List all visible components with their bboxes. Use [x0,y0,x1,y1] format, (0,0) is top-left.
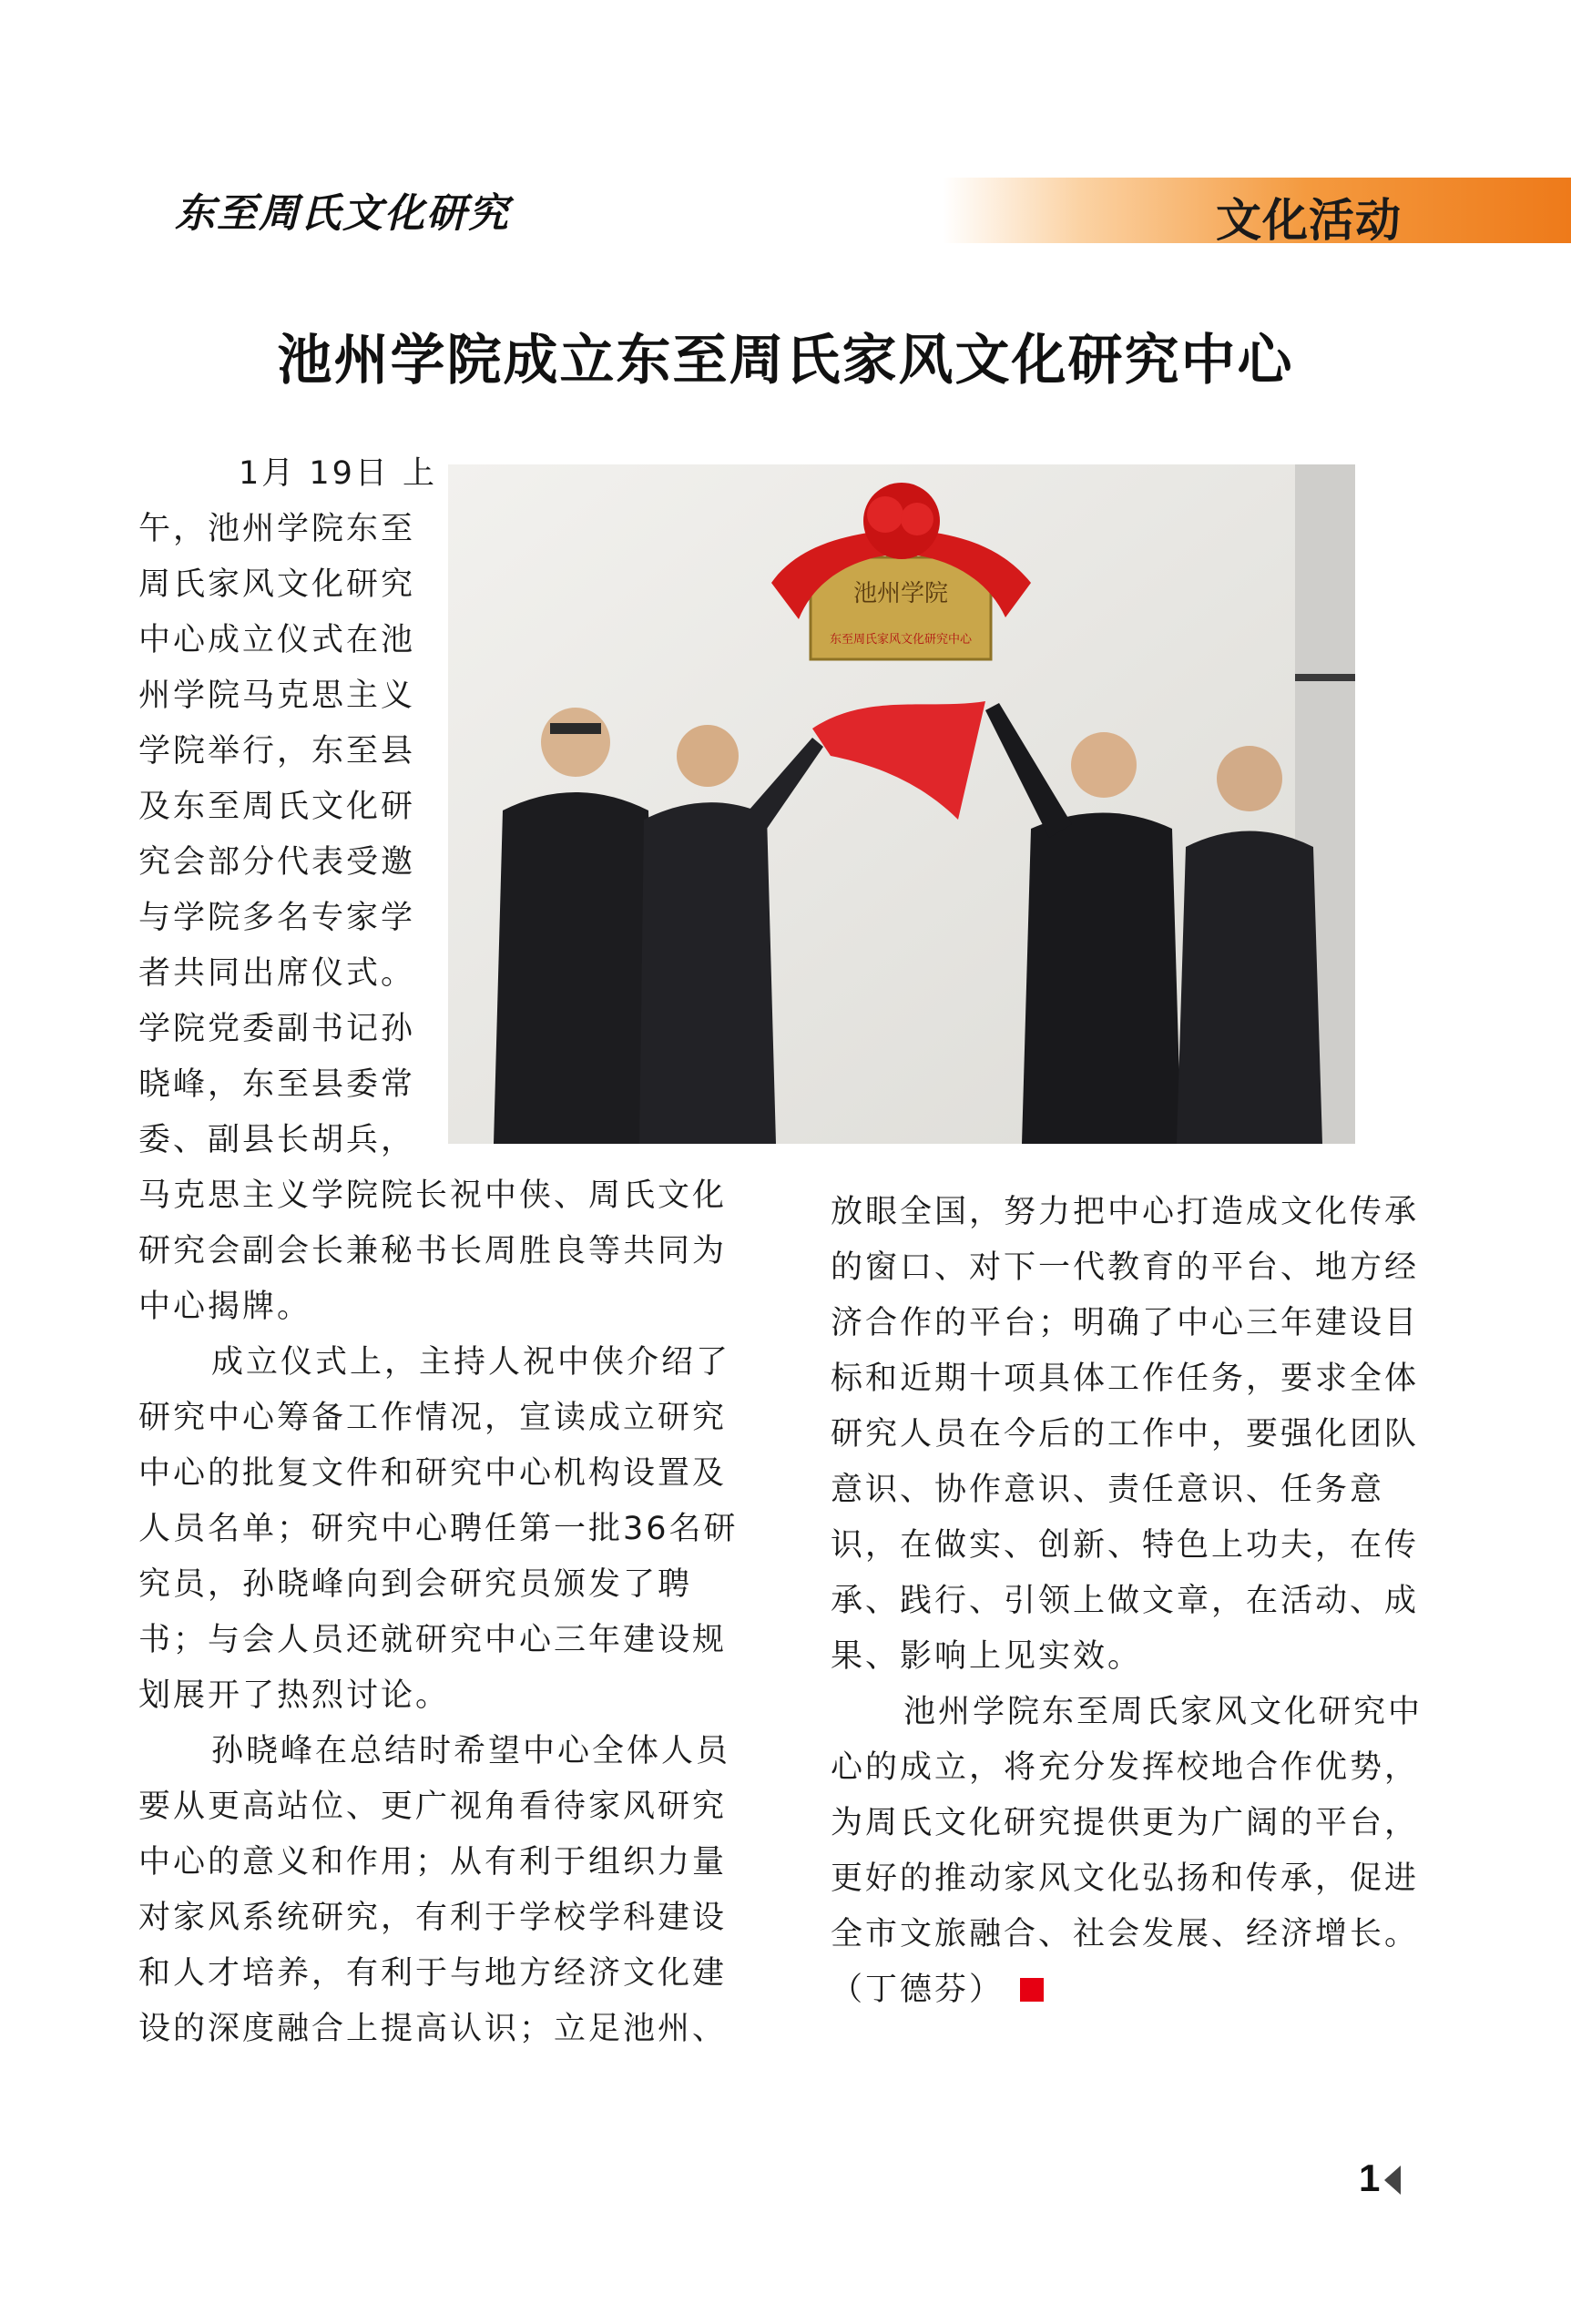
body-line: 孙晓峰在总结时希望中心全体人员 [211,1733,731,1769]
author-line [831,1970,1044,2010]
body-line: 意识、协作意识、责任意识、任务意 [831,1472,1385,1508]
body-line: 的窗口、对下一代教育的平台、地方经 [831,1249,1420,1286]
body-line: 周氏家风文化研究 [138,566,416,603]
body-line: 学院党委副书记孙 [138,1011,416,1047]
article-title: 池州学院成立东至周氏家风文化研究中心 [277,329,1294,392]
ceremony-photo [448,464,1355,1144]
body-line: 中心的批复文件和研究中心机构设置及 [138,1455,728,1492]
author-name: （丁德芬） [831,1972,1005,2008]
body-line: 池州学院东至周氏家风文化研究中 [903,1694,1423,1730]
plaque-line2: 东至周氏家风文化研究中心 [829,633,973,647]
plaque-line1: 池州学院 [852,580,949,607]
body-line: 研究人员在今后的工作中，要强化团队 [831,1416,1420,1452]
body-line: 心的成立，将充分发挥校地合作优势， [831,1749,1420,1786]
end-mark-icon [1020,1978,1044,2002]
body-line: 要从更高站位、更广视角看待家风研究 [138,1789,728,1825]
body-line: 更好的推动家风文化弘扬和传承，促进 [831,1860,1420,1897]
body-line: 晓峰，东至县委常 [138,1066,416,1103]
body-line: 究会部分代表受邀 [138,844,416,881]
body-line: 果、影响上见实效。 [831,1638,1143,1675]
body-line: 对家风系统研究，有利于学校学科建设 [138,1900,728,1936]
body-line: 委、副县长胡兵， [138,1122,416,1158]
body-line: 济合作的平台；明确了中心三年建设目 [831,1305,1420,1341]
body-line: 1月 19日 上 [239,455,438,492]
body-line: 设的深度融合上提高认识；立足池州、 [138,2011,728,2047]
body-line: 研究会副会长兼秘书长周胜良等共同为 [138,1233,728,1269]
body-line: 放眼全国，努力把中心打造成文化传承 [831,1194,1420,1230]
body-line: 标和近期十项具体工作任务，要求全体 [831,1361,1420,1397]
body-line: 划展开了热烈讨论。 [138,1677,451,1714]
body-line: 成立仪式上，主持人祝中侠介绍了 [211,1344,731,1381]
body-line: 识，在做实、创新、特色上功夫，在传 [831,1527,1420,1564]
body-line: 中心的意义和作用；从有利于组织力量 [138,1844,728,1881]
body-line: 中心成立仪式在池 [138,622,416,658]
body-line: 学院举行，东至县 [138,733,416,770]
body-line: 书；与会人员还就研究中心三年建设规 [138,1622,728,1658]
section-title: 文化活动 [1216,195,1402,246]
body-line: 承、践行、引领上做文章，在活动、成 [831,1583,1420,1619]
body-line: 及东至周氏文化研 [138,789,416,825]
page-marker-icon [1384,2166,1401,2195]
body-line: 马克思主义学院院长祝中侠、周氏文化 [138,1177,728,1214]
body-line: 人员名单；研究中心聘任第一批36名研 [138,1511,739,1547]
body-line: 中心揭牌。 [138,1289,312,1325]
body-line: 全市文旅融合、社会发展、经济增长。 [831,1916,1420,1952]
body-line: 州学院马克思主义 [138,678,416,714]
body-line: 与学院多名专家学 [138,900,416,936]
publication-name: 东至周氏文化研究 [175,190,510,237]
page-number: 1 [1359,2156,1381,2199]
body-line: 午，池州学院东至 [138,511,416,547]
body-line: 者共同出席仪式。 [138,955,416,992]
body-line: 究员，孙晓峰向到会研究员颁发了聘 [138,1566,693,1603]
body-line: 研究中心筹备工作情况，宣读成立研究 [138,1400,728,1436]
body-line: 为周氏文化研究提供更为广阔的平台， [831,1805,1420,1841]
body-line: 和人才培养，有利于与地方经济文化建 [138,1955,728,1992]
